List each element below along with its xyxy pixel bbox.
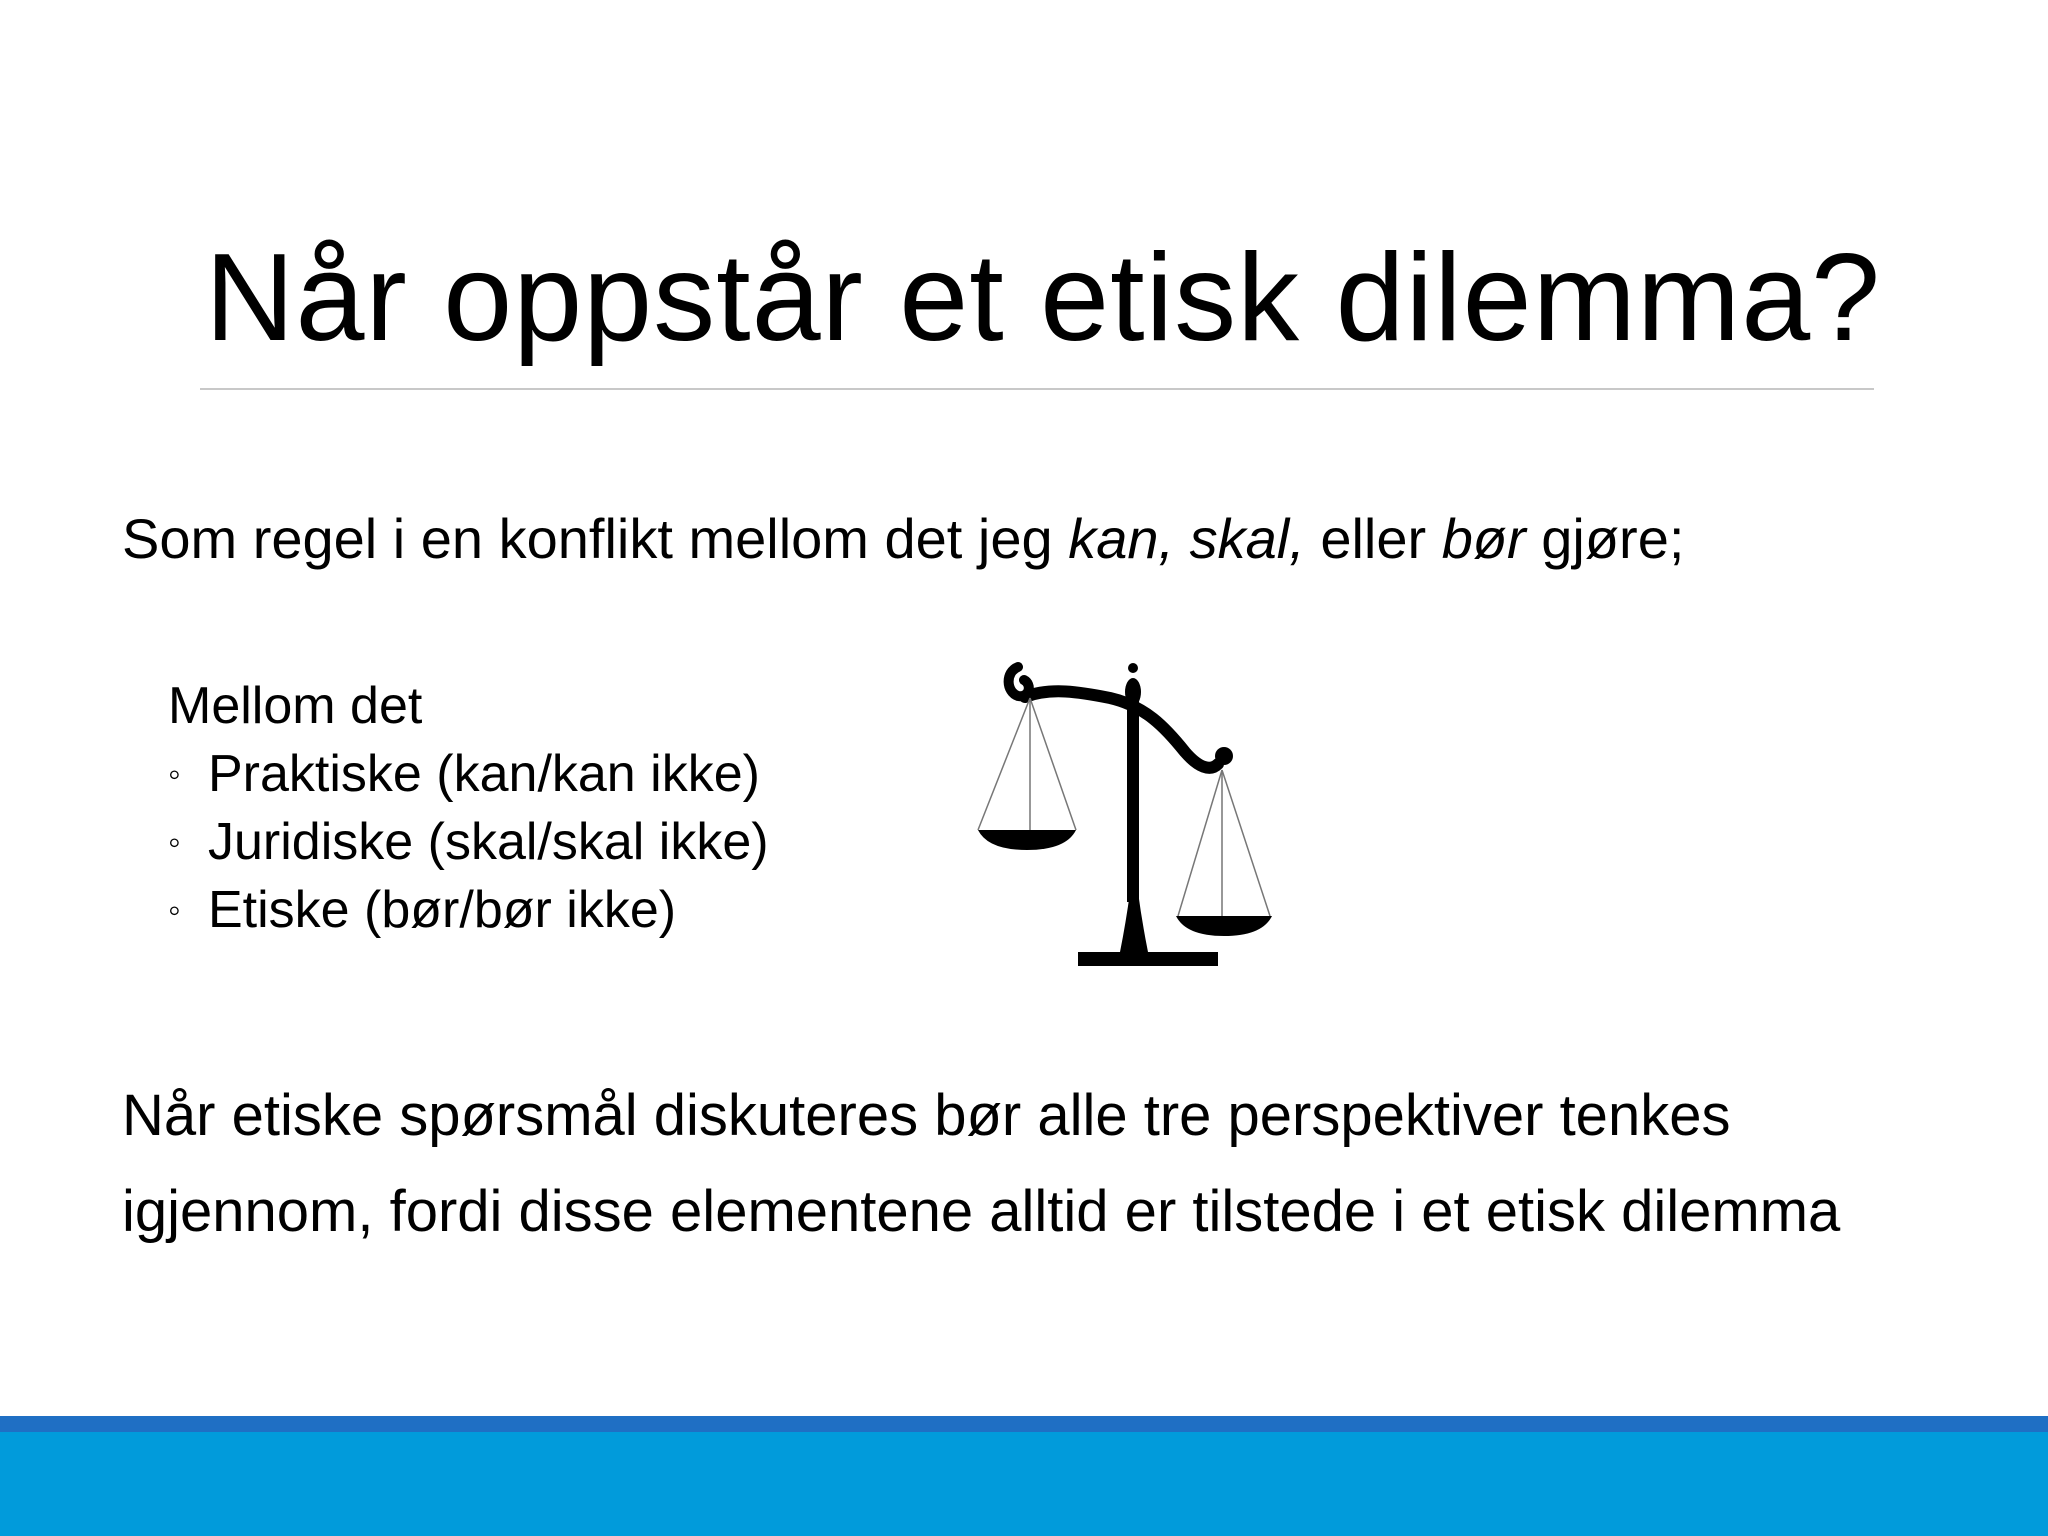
footer-stripe [0,1416,2048,1432]
perspective-list-block [168,672,769,944]
bullet-icon: ◦ [168,889,181,930]
scale-top-knob [1128,663,1138,673]
scale-left-curl [1009,667,1029,696]
intro-part-3: gjøre; [1525,507,1685,570]
left-pan-string [978,698,1030,830]
intro-text [122,505,1684,572]
scale-base [1078,952,1218,966]
right-pan-string [1222,770,1270,916]
perspective-list [168,740,769,944]
scale-beam [1025,691,1218,767]
intro-italic-bor: bør [1441,507,1526,570]
intro-italic-kan-skal: kan, skal, [1068,507,1305,570]
list-item [168,740,769,808]
left-pan-string [1030,698,1076,830]
list-item [168,876,769,944]
title-divider [200,388,1874,390]
closing-text: Når etiske spørsmål diskuteres bør alle tre perspektiver tenkes igjennom, fordi disse elementene alltid er tilstede i et etisk dilemma [122,1083,1841,1244]
scale-right-knob [1215,747,1233,765]
right-pan [1176,916,1272,936]
footer-bar [0,1432,2048,1536]
list-item-label: Praktiske (kan/kan ikke) [208,745,760,803]
left-pan [978,830,1076,850]
list-item [168,808,769,876]
bullet-icon: ◦ [168,753,181,794]
intro-part-2: eller [1304,507,1442,570]
balance-scale-icon [970,652,1280,982]
bullet-icon: ◦ [168,821,181,862]
slide-title: Når oppstår et etisk dilemma? [205,229,1882,367]
list-lead: Mellom det [168,677,423,735]
intro-part-1: Som regel i en konflikt mellom det jeg [122,507,1069,570]
scale-pillar [1127,692,1139,902]
right-pan-string [1178,770,1222,916]
list-item-label: Etiske (bør/bør ikke) [208,881,677,939]
list-item-label: Juridiske (skal/skal ikke) [208,813,769,871]
